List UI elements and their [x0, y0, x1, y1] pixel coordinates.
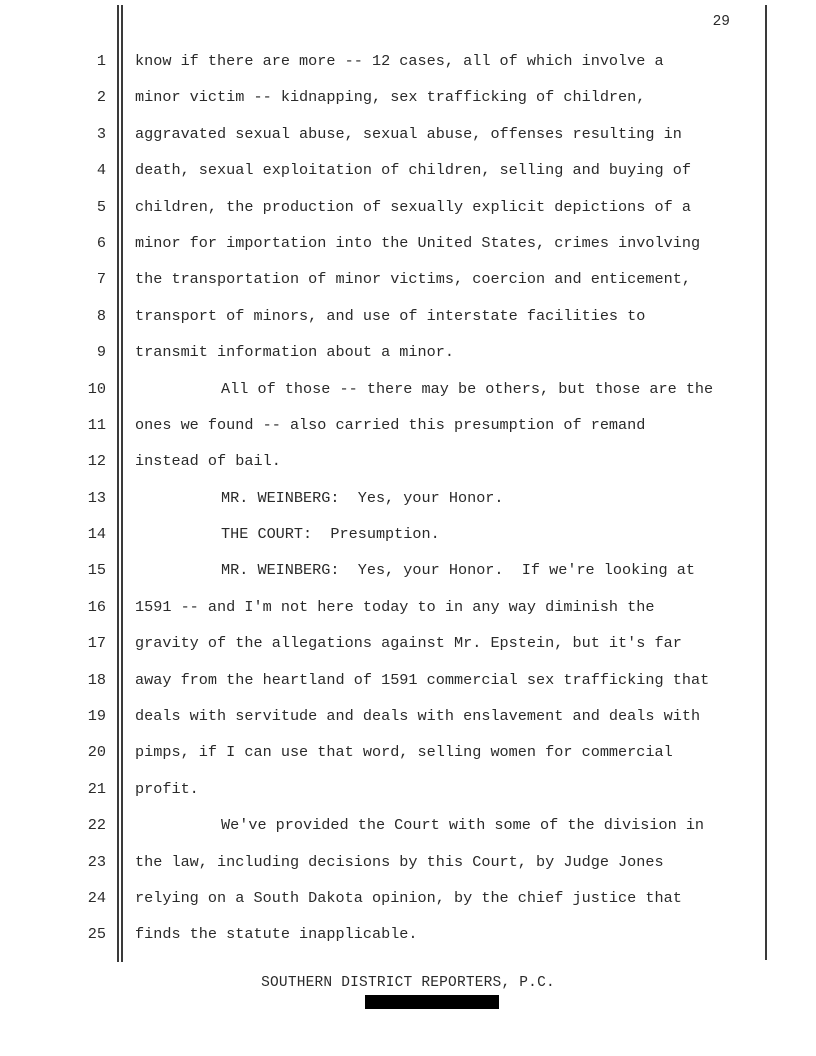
line-text: children, the production of sexually explicit depictions of a — [135, 197, 691, 216]
line-number: 14 — [87, 525, 106, 544]
line-number: 15 — [87, 561, 106, 580]
transcript-line — [0, 598, 816, 634]
line-text: MR. WEINBERG: Yes, your Honor. — [221, 488, 504, 507]
line-text: away from the heartland of 1591 commercial sex trafficking that — [135, 670, 710, 689]
transcript-line — [0, 234, 816, 270]
transcript-body — [0, 52, 816, 962]
line-number: 13 — [87, 488, 106, 507]
transcript-line — [0, 125, 816, 161]
transcript-line — [0, 780, 816, 816]
line-text: All of those -- there may be others, but those are the — [221, 379, 714, 398]
transcript-line — [0, 489, 816, 525]
transcript-line — [0, 198, 816, 234]
line-text: the transportation of minor victims, coercion and enticement, — [135, 270, 691, 289]
transcript-line — [0, 671, 816, 707]
line-number: 16 — [87, 597, 106, 616]
line-number: 10 — [87, 379, 106, 398]
transcript-line — [0, 161, 816, 197]
transcript-line — [0, 816, 816, 852]
line-number: 2 — [96, 88, 106, 107]
transcript-line — [0, 561, 816, 597]
line-number: 17 — [87, 634, 106, 653]
line-text: aggravated sexual abuse, sexual abuse, offenses resulting in — [135, 124, 682, 143]
line-number: 19 — [87, 707, 106, 726]
line-number: 12 — [87, 452, 106, 471]
line-text: ones we found -- also carried this presumption of remand — [135, 415, 646, 434]
line-text: minor for importation into the United States, crimes involving — [135, 233, 701, 252]
page-number: 29 — [712, 14, 730, 30]
transcript-line — [0, 525, 816, 561]
line-number: 18 — [87, 670, 106, 689]
transcript-line — [0, 889, 816, 925]
line-text: the law, including decisions by this Court, by Judge Jones — [135, 852, 664, 871]
transcript-line — [0, 416, 816, 452]
line-number: 5 — [96, 197, 106, 216]
line-text: death, sexual exploitation of children, selling and buying of — [135, 161, 691, 180]
transcript-line — [0, 707, 816, 743]
line-text: instead of bail. — [135, 452, 281, 471]
line-number: 21 — [87, 779, 106, 798]
line-text: transmit information about a minor. — [135, 343, 454, 362]
line-text: deals with servitude and deals with enslavement and deals with — [135, 707, 701, 726]
transcript-line — [0, 88, 816, 124]
line-text: transport of minors, and use of interstate facilities to — [135, 306, 646, 325]
reporter-footer: SOUTHERN DISTRICT REPORTERS, P.C. — [261, 975, 555, 991]
line-number: 3 — [96, 124, 106, 143]
transcript-line — [0, 853, 816, 889]
line-number: 24 — [87, 888, 106, 907]
line-number: 6 — [96, 233, 106, 252]
line-number: 9 — [96, 343, 106, 362]
redaction-bar — [365, 995, 499, 1009]
transcript-line — [0, 380, 816, 416]
line-text: minor victim -- kidnapping, sex trafficking of children, — [135, 88, 646, 107]
line-text: We've provided the Court with some of the division in — [221, 816, 705, 835]
line-number: 11 — [87, 415, 106, 434]
line-text: gravity of the allegations against Mr. Epstein, but it's far — [135, 634, 682, 653]
line-number: 22 — [87, 816, 106, 835]
transcript-line — [0, 270, 816, 306]
transcript-line — [0, 343, 816, 379]
line-number: 1 — [96, 52, 106, 70]
line-text: finds the statute inapplicable. — [135, 925, 418, 944]
line-text: 1591 -- and I'm not here today to in any way diminish the — [135, 597, 655, 616]
transcript-line — [0, 925, 816, 961]
transcript-line — [0, 307, 816, 343]
line-text: pimps, if I can use that word, selling women for commercial — [135, 743, 673, 762]
line-number: 4 — [96, 161, 106, 180]
line-number: 23 — [87, 852, 106, 871]
line-text: profit. — [135, 779, 199, 798]
transcript-line — [0, 452, 816, 488]
line-text: know if there are more -- 12 cases, all of which involve a — [135, 52, 664, 70]
line-number: 8 — [96, 306, 106, 325]
line-text: relying on a South Dakota opinion, by the chief justice that — [135, 888, 682, 907]
line-number: 20 — [87, 743, 106, 762]
transcript-line — [0, 52, 816, 88]
transcript-line — [0, 634, 816, 670]
line-text: MR. WEINBERG: Yes, your Honor. If we're looking at — [221, 561, 695, 580]
line-text: THE COURT: Presumption. — [221, 525, 440, 544]
transcript-line — [0, 743, 816, 779]
line-number: 25 — [87, 925, 106, 944]
line-number: 7 — [96, 270, 106, 289]
